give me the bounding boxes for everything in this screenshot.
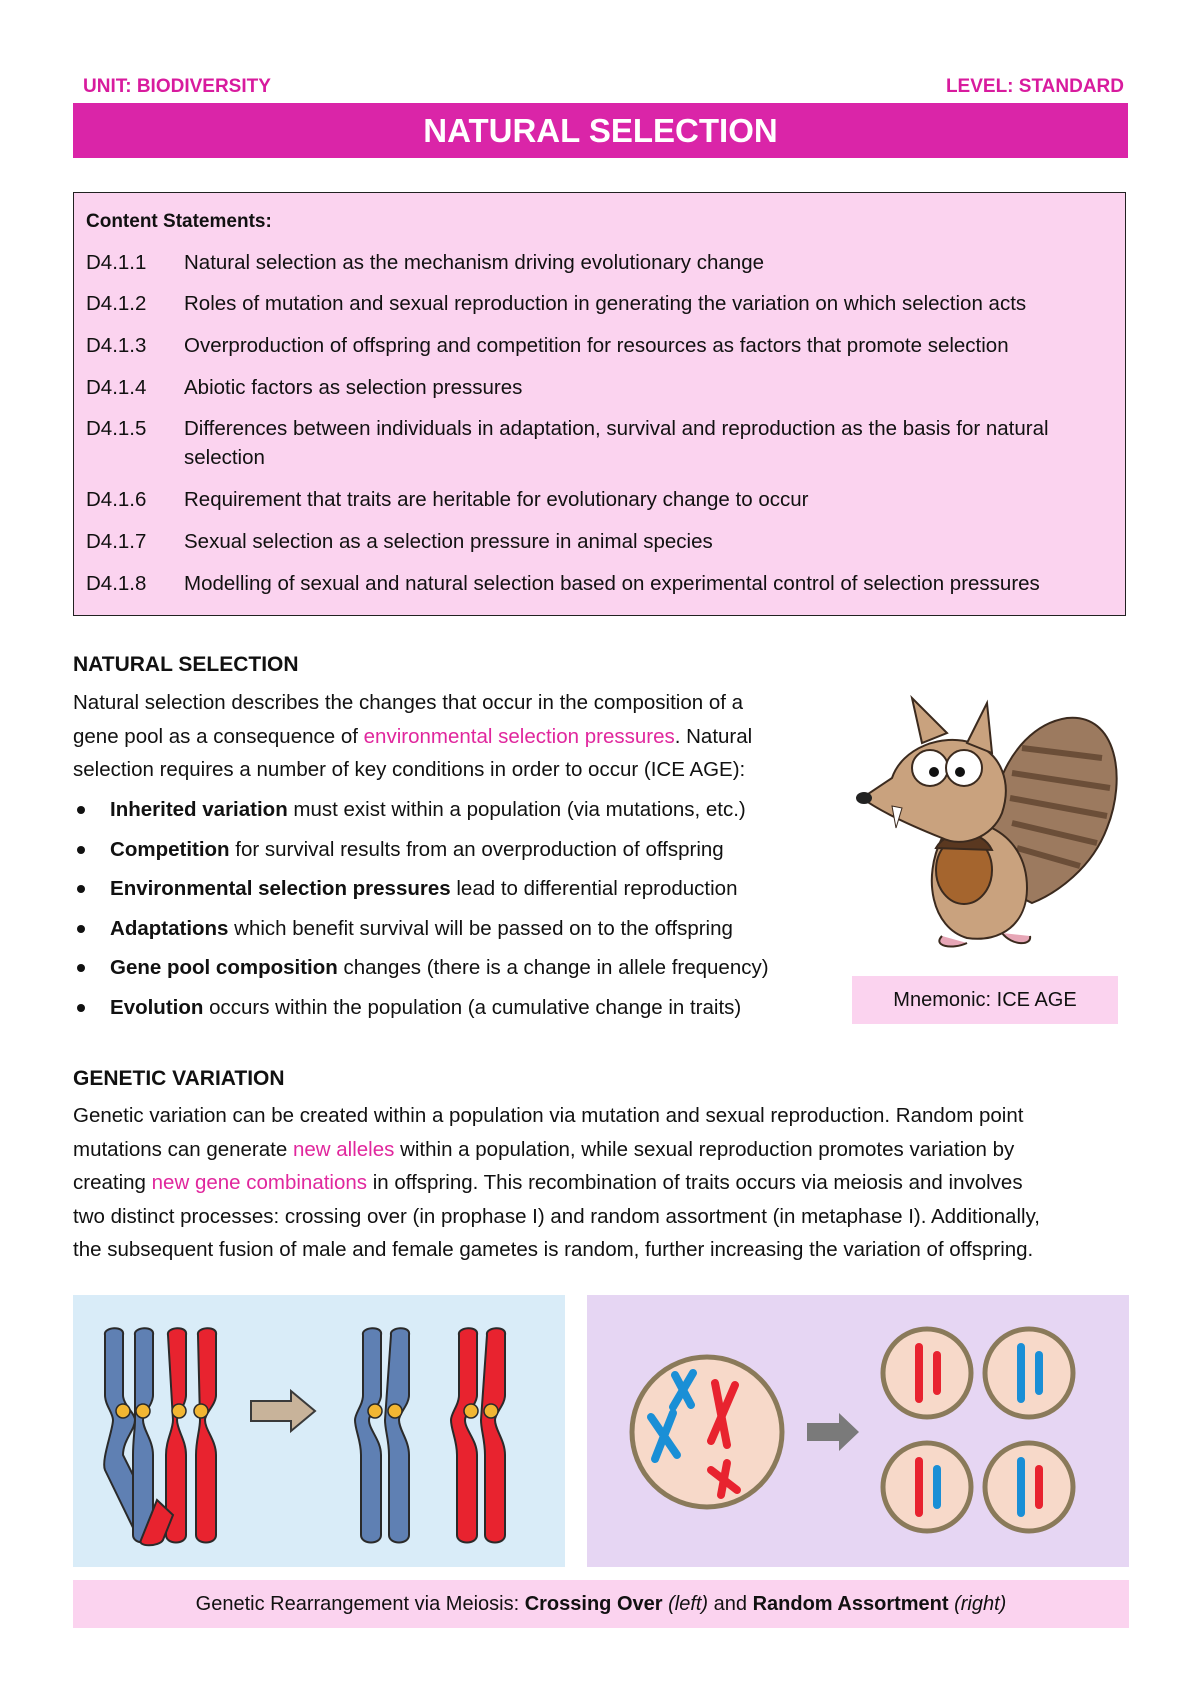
statement-text: Abiotic factors as selection pressures xyxy=(184,376,523,399)
item-text: changes (there is a change in allele frequency) xyxy=(337,956,769,979)
item-text: must exist within a population (via mutations, etc.) xyxy=(287,798,746,821)
content-statement-row xyxy=(86,248,1104,277)
genetic-variation-heading: GENETIC VARIATION xyxy=(73,1067,285,1090)
crossing-over-diagram xyxy=(73,1295,565,1567)
figure-caption xyxy=(73,1580,1129,1628)
paragraph-line: Genetic variation can be created within a population via mutation and sexual reproduction. Random point xyxy=(73,1104,1024,1127)
text-run: in offspring. This recombination of traits occurs via meiosis and involves xyxy=(367,1171,1023,1194)
acronym-letter: E xyxy=(110,877,124,900)
list-item xyxy=(73,909,769,949)
squirrel-illustration xyxy=(852,688,1122,960)
content-statements-title: Content Statements: xyxy=(86,211,272,232)
bold-term: volution xyxy=(123,995,204,1019)
caption-right: (right) xyxy=(954,1592,1007,1615)
crossing-over-panel xyxy=(73,1295,565,1567)
bold-term: ompetition xyxy=(124,837,230,861)
item-text: occurs within the population (a cumulative change in traits) xyxy=(203,995,742,1019)
random-assortment-diagram xyxy=(587,1295,1129,1567)
paragraph-line xyxy=(73,1133,1040,1167)
content-statement-row xyxy=(86,373,1104,402)
statement-code: D4.1.1 xyxy=(86,251,147,274)
acronym-letter: I xyxy=(110,798,116,821)
statement-code: D4.1.4 xyxy=(86,376,147,399)
bold-term: nvironmental selection pressures xyxy=(123,877,451,900)
acronym-letter: E xyxy=(110,995,124,1019)
bold-term: ene pool composition xyxy=(125,956,338,979)
caption-random-assortment: Random Assortment xyxy=(752,1592,949,1615)
statement-text: Differences between individuals in adaptation, survival and reproduction as the basis for natural selection xyxy=(184,417,1049,469)
paragraph-line xyxy=(73,1166,1040,1200)
caption-prefix: Genetic Rearrangement via Meiosis: xyxy=(195,1592,525,1615)
content-statement-row xyxy=(86,289,1104,318)
paragraph-line xyxy=(73,720,752,754)
item-text: for survival results from an overproduction of offspring xyxy=(229,837,724,861)
statement-code: D4.1.3 xyxy=(86,334,147,357)
mnemonic-label: Mnemonic: ICE AGE xyxy=(852,976,1118,1024)
list-item xyxy=(73,988,769,1028)
content-statement-row xyxy=(86,485,1104,514)
text-run: within a population, while sexual reproduction promotes variation by xyxy=(394,1137,1015,1161)
page-title: NATURAL SELECTION xyxy=(73,103,1128,158)
statement-text: Overproduction of offspring and competition for resources as factors that promote selection xyxy=(184,334,1009,357)
natural-selection-heading: NATURAL SELECTION xyxy=(73,653,299,676)
paragraph-line: the subsequent fusion of male and female gametes is random, further increasing the variation of offspring. xyxy=(73,1238,1034,1261)
acronym-letter: A xyxy=(110,916,125,940)
text-run: gene pool as a consequence of xyxy=(73,724,364,748)
statement-text: Requirement that traits are heritable for evolutionary change to occur xyxy=(184,488,809,511)
text-run: creating xyxy=(73,1171,152,1194)
statement-code: D4.1.2 xyxy=(86,292,147,315)
statement-text: Roles of mutation and sexual reproduction in generating the variation on which selection acts xyxy=(184,292,1027,315)
natural-selection-paragraph xyxy=(73,686,752,787)
statement-text: Sexual selection as a selection pressure in animal species xyxy=(184,530,713,553)
statement-code: D4.1.8 xyxy=(86,572,147,595)
caption-and: and xyxy=(713,1592,748,1615)
item-text: which benefit survival will be passed on to the offspring xyxy=(228,916,733,940)
bold-term: nherited variation xyxy=(115,798,288,821)
statement-code: D4.1.5 xyxy=(86,417,147,440)
level-label: LEVEL: STANDARD xyxy=(945,76,1124,97)
content-statement-row xyxy=(86,331,1104,360)
caption-crossing-over: Crossing Over xyxy=(524,1592,663,1615)
text-run: . Natural xyxy=(674,724,753,748)
list-item xyxy=(73,948,769,988)
list-item xyxy=(73,790,769,830)
highlight-new-alleles: new alleles xyxy=(292,1137,395,1161)
ice-age-list xyxy=(73,790,769,1027)
caption-left: (left) xyxy=(668,1592,709,1615)
random-assortment-panel xyxy=(587,1295,1129,1567)
paragraph-line: Natural selection describes the changes that occur in the composition of a xyxy=(73,691,744,714)
list-item xyxy=(73,830,769,870)
acronym-letter: G xyxy=(110,956,126,979)
list-item xyxy=(73,869,769,909)
genetic-variation-paragraph xyxy=(73,1099,1040,1267)
content-statement-row xyxy=(86,414,1104,472)
content-statement-row xyxy=(86,569,1104,598)
item-text: lead to differential reproduction xyxy=(450,877,738,900)
highlight-new-gene-combinations: new gene combinations xyxy=(151,1171,368,1194)
highlight-environmental-selection-pressures: environmental selection pressures xyxy=(363,724,675,748)
text-run: mutations can generate xyxy=(73,1137,293,1161)
statement-code: D4.1.6 xyxy=(86,488,147,511)
content-statement-row xyxy=(86,527,1104,556)
acronym-letter: C xyxy=(110,837,125,861)
unit-label: UNIT: BIODIVERSITY xyxy=(83,76,271,97)
content-statements-box xyxy=(73,192,1126,616)
statement-text: Modelling of sexual and natural selection based on experimental control of selection pressures xyxy=(184,572,1040,595)
paragraph-line: selection requires a number of key conditions in order to occur (ICE AGE): xyxy=(73,758,746,781)
statement-text: Natural selection as the mechanism driving evolutionary change xyxy=(184,251,765,274)
paragraph-line: two distinct processes: crossing over (in prophase I) and random assortment (in metaphase I). Additionally, xyxy=(73,1204,1040,1228)
statement-code: D4.1.7 xyxy=(86,530,147,553)
bold-term: daptations xyxy=(124,916,229,940)
